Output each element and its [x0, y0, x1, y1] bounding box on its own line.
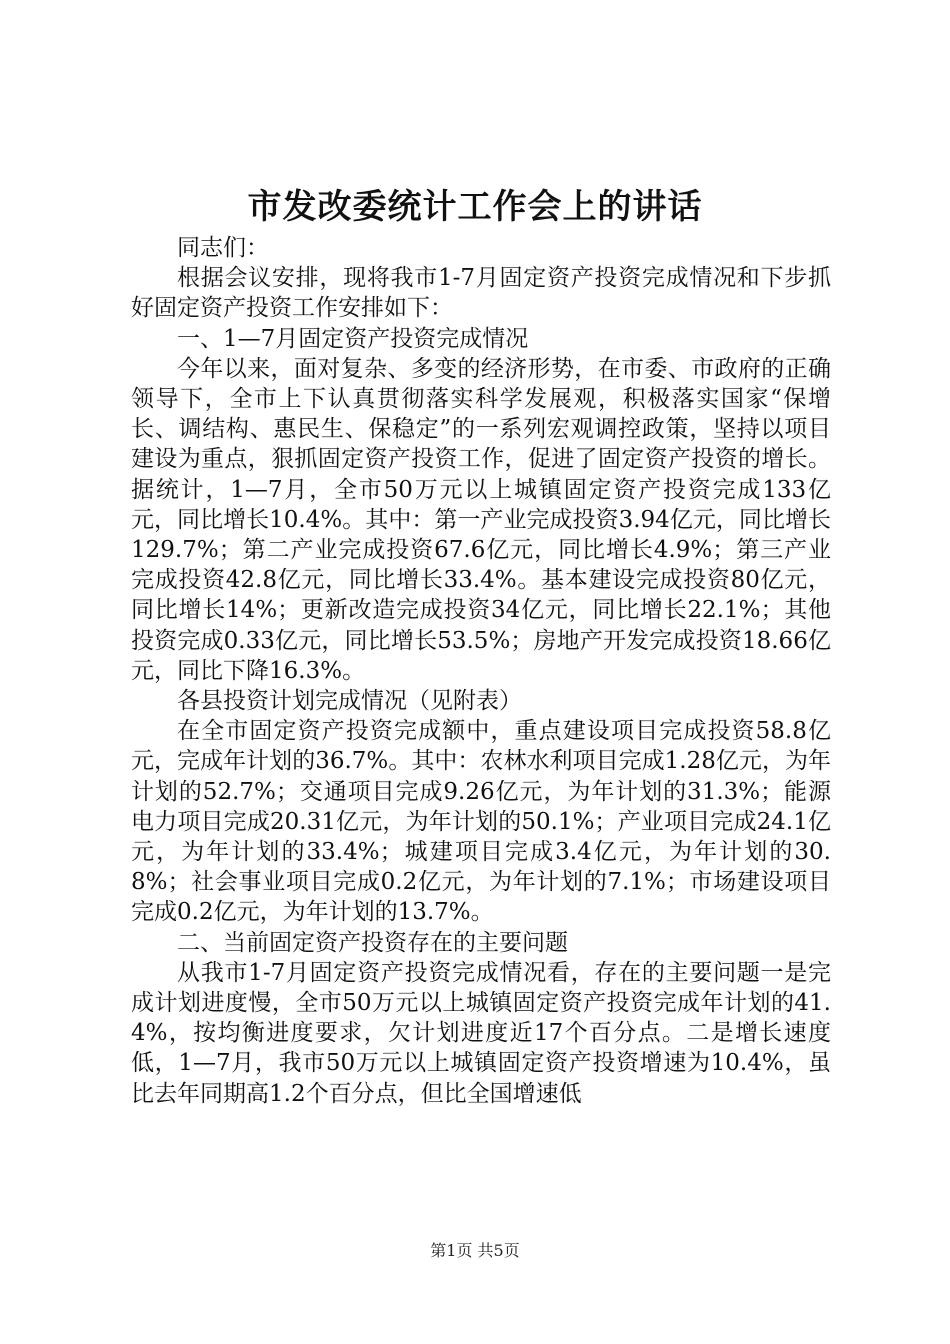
body-paragraph: 今年以来，面对复杂、多变的经济形势，在市委、市政府的正确领导下，全市上下认真贯彻落实科学发展观，积极落实国家“保增长、调结构、惠民生、保稳定”的一系列宏观调控政策，坚持以项目建设为重点，狠抓固定资产投资工作，促进了固定资产投资的增长。据统计，1—7月，全市50万元以上城镇固定资产投资完成133亿元，同比增长10.4%。其中：第一产业完成投资3.94亿元，同比增长129.7%；第二产业完成投资67.6亿元，同比增长4.9%；第三产业完成投资42.8亿元，同比增长33.4%。基本建设完成投资80亿元，同比增长14%；更新改造完成投资34亿元，同比增长22.1%；其他投资完成0.33亿元，同比增长53.5%；房地产开发完成投资18.66亿元，同比下降16.3%。	[131, 355, 831, 684]
body-paragraph: 从我市1-7月固定资产投资完成情况看，存在的主要问题一是完成计划进度慢，全市50万元以上城镇固定资产投资完成年计划的41.4%，按均衡进度要求，欠计划进度近17个百分点。二是增长速度低，1—7月，我市50万元以上城镇固定资产投资增速为10.4%，虽比去年同期高1.2个百分点，但比全国增速低	[131, 959, 831, 1107]
section-heading-1: 一、1—7月固定资产投资完成情况	[177, 325, 529, 352]
page-footer: 第1页 共5页	[430, 1241, 520, 1260]
salutation-paragraph: 同志们：	[177, 235, 269, 261]
document-title: 市发改委统计工作会上的讲话	[247, 187, 703, 227]
body-paragraph: 在全市固定资产投资完成额中，重点建设项目完成投资58.8亿元，完成年计划的36.7%。其中：农林水利项目完成1.28亿元，为年计划的52.7%；交通项目完成9.26亿元，为年计划的31.3%；能源电力项目完成20.31亿元，为年计划的50.1%；产业项目完成24.1亿元，为年计划的33.4%；城建项目完成3.4亿元，为年计划的30.8%；社会事业项目完成0.2亿元，为年计划的7.1%；市场建设项目完成0.2亿元，为年计划的13.7%。	[131, 718, 831, 926]
body-paragraph: 各县投资计划完成情况（见附表）	[177, 688, 522, 715]
document-body	[131, 233, 831, 1109]
section-heading-2: 二、当前固定资产投资存在的主要问题	[177, 929, 568, 956]
intro-paragraph: 根据会议安排，现将我市1-7月固定资产投资完成情况和下步抓好固定资产投资工作安排如下：	[131, 265, 831, 322]
